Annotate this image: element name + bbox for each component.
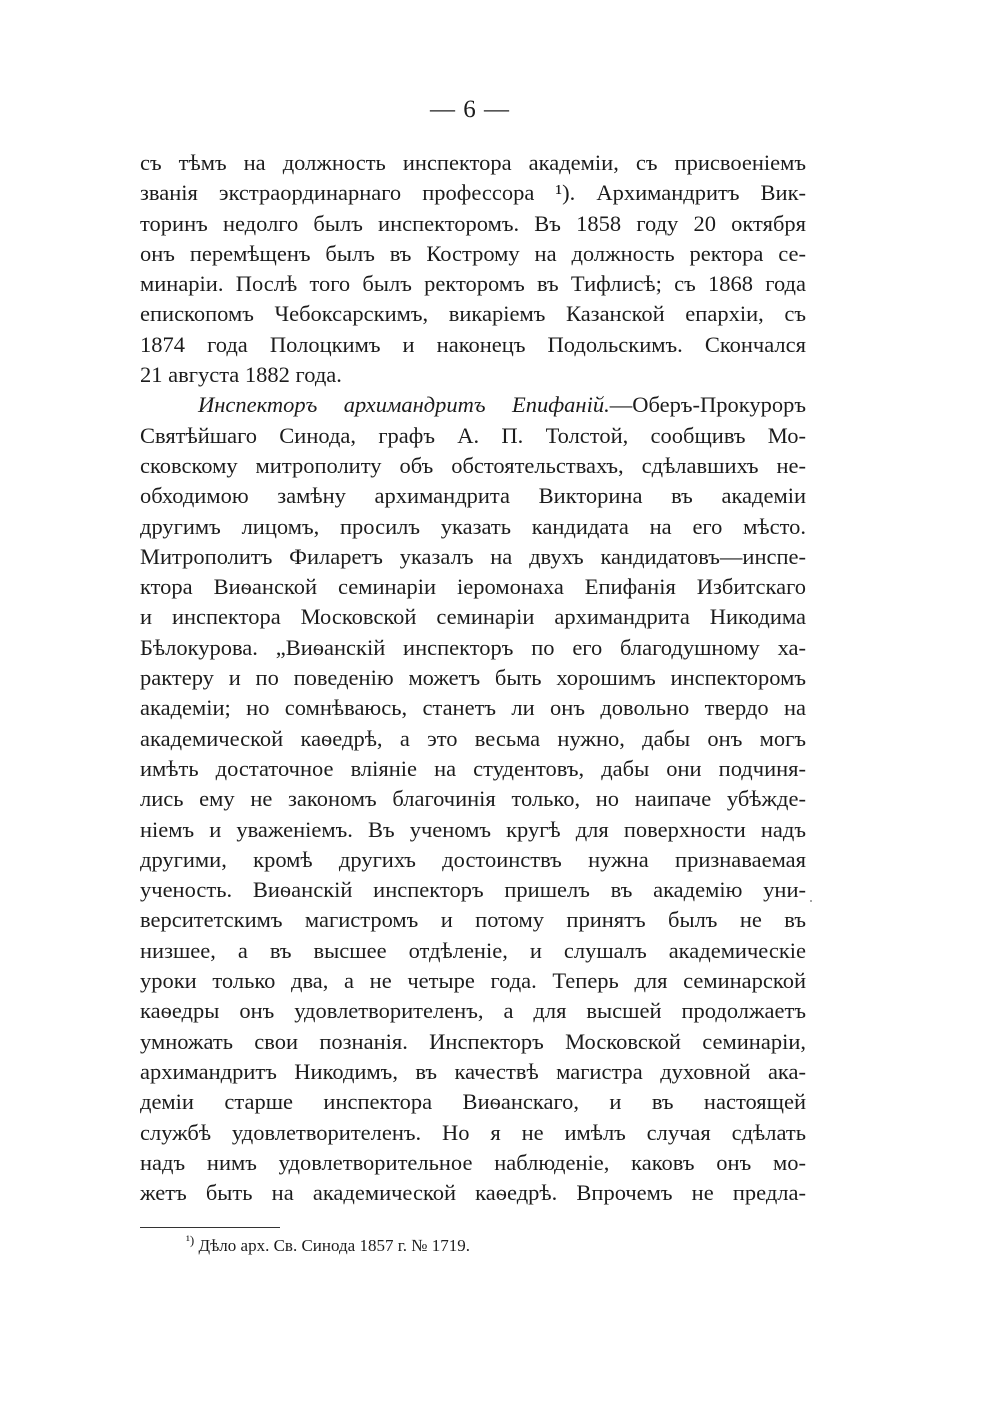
text-line: надъ нимъ удовлетворительное наблюденіе, каковъ онъ мо- — [140, 1149, 806, 1175]
text-line: съ тѣмъ на должность инспектора академіи, съ присвоеніемъ — [140, 150, 806, 175]
text-line: онъ перемѣщенъ былъ въ Кострому на должность ректора се- — [140, 240, 806, 266]
footnote-marker: ¹) — [186, 1232, 195, 1248]
text-line: 1874 года Полоцкимъ и наконецъ Подольскимъ. Скончался — [140, 331, 806, 357]
footnote-divider — [140, 1227, 280, 1228]
text-fragment: —Оберъ-Прокуроръ — [609, 392, 806, 418]
text-line: и инспектора Московской семинаріи архимандрита Никодима — [140, 604, 806, 630]
text-line: академіи; но сомнѣваюсь, станетъ ли онъ довольно твердо на — [140, 695, 806, 721]
text-line: деміи старше инспектора Виѳанскаго, и въ настоящей — [140, 1089, 806, 1115]
body-text — [140, 148, 806, 1208]
text-line: каѳедры онъ удовлетворителенъ, а для высшей продолжаетъ — [140, 998, 806, 1024]
text-line: обходимою замѣну архимандрита Викторина въ академіи — [140, 483, 806, 509]
text-line: жетъ быть на академической каѳедрѣ. Впрочемъ не предла- — [140, 1180, 806, 1206]
paper-speck — [810, 900, 812, 902]
text-line: 21 августа 1882 года. — [140, 362, 342, 388]
text-line: другими, кромѣ другихъ достоинствъ нужна признаваемая — [140, 846, 806, 872]
text-line: рактеру и по поведенію можетъ быть хорошимъ инспекторомъ — [140, 665, 806, 691]
text-line: лись ему не закономъ благочинія только, но наипаче убѣжде- — [140, 786, 806, 812]
text-line: званія экстраординарнаго профессора ¹). Архимандритъ Вик- — [140, 180, 806, 206]
text-line: ученость. Виѳанскій инспекторъ пришелъ въ академію уни- — [140, 877, 806, 903]
text-line: академической каѳедрѣ, а это весьма нужно, дабы онъ могъ — [140, 725, 806, 751]
text-line: епископомъ Чебоксарскимъ, викаріемъ Казанской епархіи, съ — [140, 301, 806, 327]
section-heading: Инспекторъ архимандритъ Епифаній. — [198, 392, 610, 418]
footnote — [186, 1232, 470, 1257]
text-line: торинъ недолго былъ инспекторомъ. Въ 1858 году 20 октября — [140, 210, 806, 236]
text-line: уроки только два, а не четыре года. Теперь для семинарской — [140, 968, 806, 994]
page-number: — 6 — — [430, 96, 510, 123]
text-line: другимъ лицомъ, просилъ указать кандидата на его мѣсто. — [140, 513, 806, 539]
text-line: умножать свои познанія. Инспекторъ Московской семинаріи, — [140, 1028, 806, 1054]
text-line: минаріи. Послѣ того былъ ректоромъ въ Тифлисѣ; съ 1868 года — [140, 271, 806, 297]
text-line: ніемъ и уваженіемъ. Въ ученомъ кругѣ для поверхности надъ — [140, 816, 806, 842]
text-line: службѣ удовлетворителенъ. Но я не имѣлъ случая сдѣлать — [140, 1119, 806, 1145]
text-line: имѣть достаточное вліяніе на студентовъ, дабы они подчиня- — [140, 755, 806, 781]
text-line: сковскому митрополиту объ обстоятельствахъ, сдѣлавшихъ не- — [140, 452, 806, 478]
paragraph-heading-line — [140, 390, 806, 420]
text-line: Святѣйшаго Синода, графъ А. П. Толстой, сообщивъ Мо- — [140, 422, 806, 448]
text-line: верситетскимъ магистромъ и потому принятъ былъ не въ — [140, 907, 806, 933]
text-line: низшее, а въ высшее отдѣленіе, и слушалъ академическіе — [140, 937, 806, 963]
footnote-text: Дѣло арх. Св. Синода 1857 г. № 1719. — [198, 1236, 470, 1255]
text-line: архимандритъ Никодимъ, въ качествѣ магистра духовной ака- — [140, 1058, 806, 1084]
text-line: ктора Виѳанской семинаріи іеромонаха Епифанія Избитскаго — [140, 574, 806, 600]
text-line: Бѣлокурова. „Виѳанскій инспекторъ по его благодушному ха- — [140, 634, 806, 660]
text-line: Митрополитъ Филаретъ указалъ на двухъ кандидатовъ—инспе- — [140, 543, 806, 569]
